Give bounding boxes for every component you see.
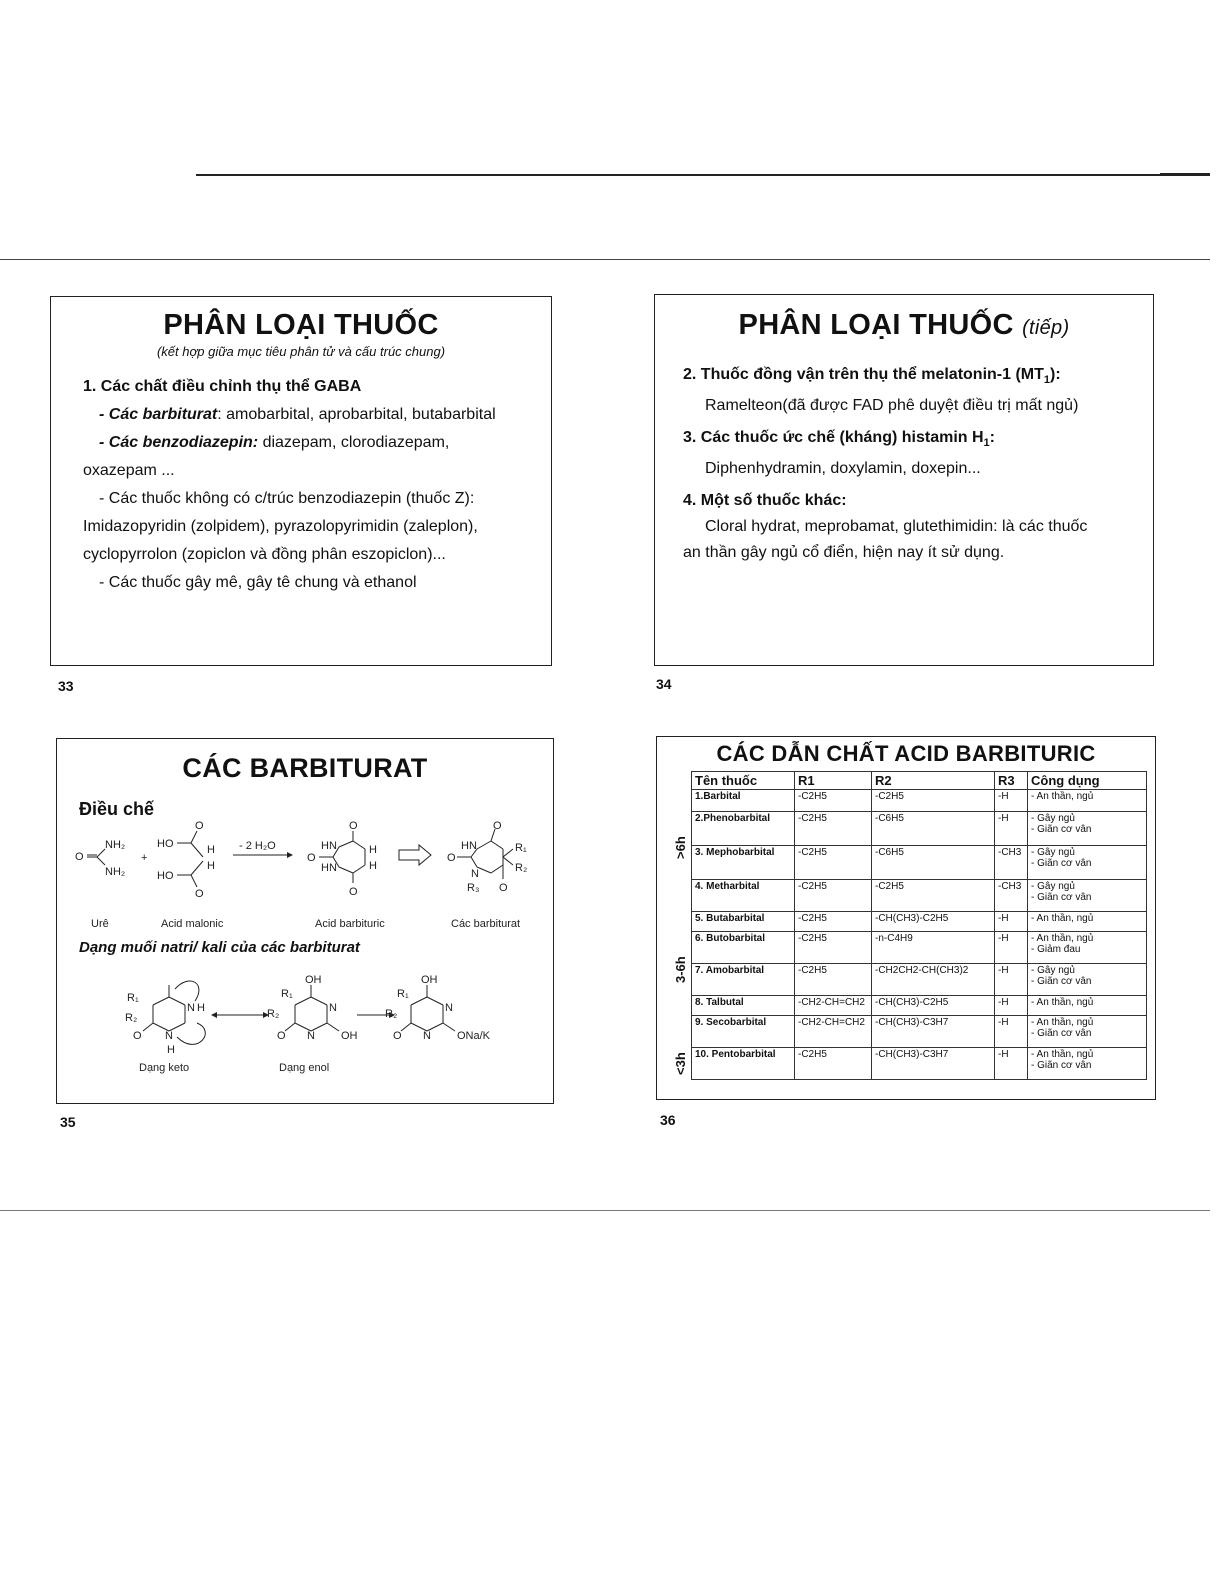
svg-text:R₂: R₂ — [267, 1008, 280, 1020]
cell-r3: -H — [995, 996, 1028, 1016]
page-number-36: 36 — [660, 1112, 676, 1128]
col-name: Tên thuốc — [692, 772, 795, 790]
cell-use: - An thần, ngủ - Giãn cơ vân — [1028, 1016, 1147, 1048]
table-row — [692, 912, 1147, 932]
svg-text:H: H — [369, 844, 377, 856]
svg-text:R₁: R₁ — [127, 992, 139, 1004]
label-malonic: Acid malonic — [161, 918, 224, 930]
cell-name: 9. Secobarbital — [692, 1016, 795, 1048]
svg-text:N: N — [471, 868, 479, 880]
cell-use: - An thần, ngủ — [1028, 996, 1147, 1016]
cell-name: 7. Amobarbital — [692, 964, 795, 996]
svg-text:HN: HN — [461, 840, 477, 852]
svg-text:O: O — [349, 820, 358, 832]
cell-use: - An thần, ngủ — [1028, 912, 1147, 932]
svg-text:O: O — [499, 882, 508, 894]
slide-35 — [56, 738, 554, 1104]
anesthetic-line: - Các thuốc gây mê, gây tê chung và ethanol — [99, 574, 417, 591]
cell-r3: -H — [995, 932, 1028, 964]
svg-text:NH₂: NH₂ — [105, 866, 126, 878]
svg-text:O: O — [277, 1030, 286, 1042]
cell-r1: -C2H5 — [795, 912, 872, 932]
cell-r3: -H — [995, 1016, 1028, 1048]
section-synthesis: Điều chế — [79, 799, 155, 819]
slide-34 — [654, 294, 1154, 666]
group-label-short: <3h — [673, 1052, 688, 1075]
cell-r2: -CH2CH2-CH(CH3)2 — [872, 964, 995, 996]
top-rule-upper — [196, 174, 1210, 176]
slide-36 — [656, 736, 1156, 1100]
svg-text:N: N — [187, 1002, 195, 1014]
urea-structure — [87, 849, 105, 865]
cell-r1: -CH2-CH=CH2 — [795, 1016, 872, 1048]
table-row — [692, 932, 1147, 964]
svg-text:N: N — [165, 1030, 173, 1042]
slide-title: CÁC DẪN CHẤT ACID BARBITURIC — [716, 741, 1096, 766]
barbituric-structure — [319, 831, 365, 883]
cell-name: 4. Metharbital — [692, 880, 795, 912]
svg-text:N: N — [445, 1002, 453, 1014]
svg-text:R₂: R₂ — [385, 1008, 398, 1020]
svg-text:R₁: R₁ — [515, 842, 527, 854]
svg-text:H: H — [207, 860, 215, 872]
svg-text:NH₂: NH₂ — [105, 839, 126, 851]
section-salt: Dạng muối natri/ kali của các barbiturat — [79, 939, 360, 956]
cell-r1: -C2H5 — [795, 790, 872, 812]
cell-name: 2.Phenobarbital — [692, 812, 795, 846]
label-enol: Dạng enol — [279, 1062, 330, 1074]
slide-subtitle: (kết hợp giữa mục tiêu phân tử và cấu trúc chung) — [156, 344, 446, 359]
cell-r1: -C2H5 — [795, 964, 872, 996]
page-number-33: 33 — [58, 678, 74, 694]
svg-text:+: + — [141, 852, 148, 864]
svg-text:H: H — [369, 860, 377, 872]
cell-r3: -H — [995, 812, 1028, 846]
col-use: Công dụng — [1028, 772, 1147, 790]
slide-title: PHÂN LOẠI THUỐC — [163, 309, 439, 341]
svg-text:H: H — [197, 1002, 205, 1014]
bottom-rule — [0, 1210, 1210, 1211]
z-line-1: - Các thuốc không có c/trúc benzodiazepin (thuốc Z): — [99, 490, 475, 507]
cell-name: 3. Mephobarbital — [692, 846, 795, 880]
group-label-long: >6h — [673, 836, 688, 859]
cell-use: - Gây ngủ - Giãn cơ vân — [1028, 812, 1147, 846]
table-row — [692, 964, 1147, 996]
item-2: 2. Thuốc đồng vận trên thụ thể melatonin-1 $(MT_1)$: — [683, 366, 1061, 387]
table-row — [692, 880, 1147, 912]
cell-r2: -CH(CH3)-C2H5 — [872, 912, 995, 932]
cell-r3: -H — [995, 790, 1028, 812]
cell-r1: -C2H5 — [795, 812, 872, 846]
tautomer-scheme — [57, 971, 553, 1091]
svg-text:R₁: R₁ — [397, 988, 409, 1000]
svg-text:O: O — [447, 852, 456, 864]
svg-text:HN: HN — [321, 840, 337, 852]
svg-text:H: H — [207, 844, 215, 856]
cell-r2: -C2H5 — [872, 790, 995, 812]
table-row — [692, 1048, 1147, 1080]
malonic-structure — [177, 831, 203, 887]
slide-title: CÁC BARBITURAT — [182, 753, 428, 783]
svg-text:O: O — [393, 1030, 402, 1042]
item-1: 1. Các chất điều chỉnh thụ thể GABA — [83, 378, 362, 395]
cell-name: 5. Butabarbital — [692, 912, 795, 932]
z-line-2: Imidazopyridin (zolpidem), pyrazolopyrimidin (zaleplon), — [83, 518, 478, 535]
cell-r2: -CH(CH3)-C2H5 — [872, 996, 995, 1016]
synthesis-scheme — [57, 819, 553, 939]
svg-text:O: O — [75, 851, 84, 863]
svg-text:OH: OH — [341, 1030, 358, 1042]
cell-use: - An thần, ngủ - Giãn cơ vân — [1028, 1048, 1147, 1080]
cell-r2: -CH(CH3)-C3H7 — [872, 1016, 995, 1048]
cell-r2: -C6H5 — [872, 812, 995, 846]
svg-text:R₃: R₃ — [467, 882, 480, 894]
page-number-34: 34 — [656, 676, 672, 692]
item-2-text: Ramelteon(đã được FAD phê duyệt điều trị mất ngủ) — [705, 397, 1079, 415]
cell-r3: -H — [995, 964, 1028, 996]
label-keto: Dạng keto — [139, 1062, 190, 1074]
svg-text:HO: HO — [157, 870, 174, 882]
table-row — [692, 846, 1147, 880]
svg-text:OH: OH — [421, 974, 438, 986]
salt-group: ONa/K — [457, 1030, 491, 1042]
cell-use: - Gây ngủ - Giãn cơ vân — [1028, 880, 1147, 912]
cell-name: 10. Pentobarbital — [692, 1048, 795, 1080]
cell-r1: -C2H5 — [795, 932, 872, 964]
z-line-3: cyclopyrrolon (zopiclon và đồng phân eszopiclon)... — [83, 546, 446, 563]
slide-body — [51, 359, 551, 597]
svg-text:N: N — [423, 1030, 431, 1042]
svg-text:O: O — [195, 820, 204, 832]
svg-text:O: O — [195, 888, 204, 900]
cell-r3: -CH3 — [995, 880, 1028, 912]
label-urea: Urê — [91, 918, 109, 930]
cell-use: - Gây ngủ - Giãn cơ vân — [1028, 964, 1147, 996]
top-rule-lower — [0, 259, 1210, 260]
col-r2: R2 — [872, 772, 995, 790]
cell-r2: -C6H5 — [872, 846, 995, 880]
page-number-35: 35 — [60, 1114, 76, 1130]
slide-title: PHÂN LOẠI THUỐC (tiếp) — [738, 309, 1070, 341]
svg-text:OH: OH — [305, 974, 322, 986]
svg-text:R₂: R₂ — [515, 862, 528, 874]
svg-text:HN: HN — [321, 862, 337, 874]
item-3: 3. Các thuốc ức chế (kháng) histamin $H_1$: — [683, 429, 995, 450]
label-barbiturates: Các barbiturat — [451, 918, 521, 930]
svg-text:H: H — [167, 1044, 175, 1056]
table-header — [692, 772, 1147, 790]
cell-r3: -CH3 — [995, 846, 1028, 880]
cell-r2: -n-C4H9 — [872, 932, 995, 964]
slide-body — [655, 342, 1153, 566]
svg-text:R₂: R₂ — [125, 1012, 138, 1024]
cell-r3: -H — [995, 1048, 1028, 1080]
svg-text:HO: HO — [157, 838, 174, 850]
table-row — [692, 812, 1147, 846]
benzo-line: - Các benzodiazepin: diazepam, clorodiazepam, — [99, 434, 450, 451]
keto-structure — [143, 981, 205, 1044]
cell-r2: -C2H5 — [872, 880, 995, 912]
barbiturate-table — [691, 771, 1147, 1080]
group-label-medium: 3-6h — [673, 956, 688, 983]
cell-name: 8. Talbutal — [692, 996, 795, 1016]
table-row — [692, 790, 1147, 812]
cell-r1: -CH2-CH=CH2 — [795, 996, 872, 1016]
table-row — [692, 1016, 1147, 1048]
cell-r3: -H — [995, 912, 1028, 932]
label-barbituric: Acid barbituric — [315, 918, 385, 930]
cell-r2: -CH(CH3)-C3H7 — [872, 1048, 995, 1080]
item-4-text-2: an thần gây ngủ cổ điển, hiện nay ít sử dụng. — [683, 544, 1005, 562]
item-4-text-1: Cloral hydrat, meprobamat, glutethimidin: là các thuốc — [705, 518, 1088, 536]
barb-line: - Các barbiturat: amobarbital, aprobarbital, butabarbital — [99, 406, 496, 423]
svg-text:N: N — [329, 1002, 337, 1014]
top-rule-upper-thick — [1160, 173, 1210, 176]
cell-use: - An thần, ngủ — [1028, 790, 1147, 812]
cell-name: 6. Butobarbital — [692, 932, 795, 964]
svg-text:O: O — [307, 852, 316, 864]
slide-33 — [50, 296, 552, 666]
svg-text:O: O — [349, 886, 358, 898]
reagent-label: - 2 H₂O — [239, 840, 276, 852]
cell-r1: -C2H5 — [795, 880, 872, 912]
benzo-line-2: oxazepam ... — [83, 462, 175, 479]
svg-text:R₁: R₁ — [281, 988, 293, 1000]
svg-text:N: N — [307, 1030, 315, 1042]
cell-use: - Gây ngủ - Giãn cơ vân — [1028, 846, 1147, 880]
barbiturate-structure — [457, 829, 513, 879]
svg-text:O: O — [493, 820, 502, 832]
item-3-text: Diphenhydramin, doxylamin, doxepin... — [705, 460, 981, 478]
table-row — [692, 996, 1147, 1016]
col-r1: R1 — [795, 772, 872, 790]
svg-text:O: O — [133, 1030, 142, 1042]
cell-use: - An thần, ngủ - Giảm đau — [1028, 932, 1147, 964]
cell-name: 1.Barbital — [692, 790, 795, 812]
item-4: 4. Một số thuốc khác: — [683, 492, 847, 510]
col-r3: R3 — [995, 772, 1028, 790]
cell-r1: -C2H5 — [795, 1048, 872, 1080]
cell-r1: -C2H5 — [795, 846, 872, 880]
